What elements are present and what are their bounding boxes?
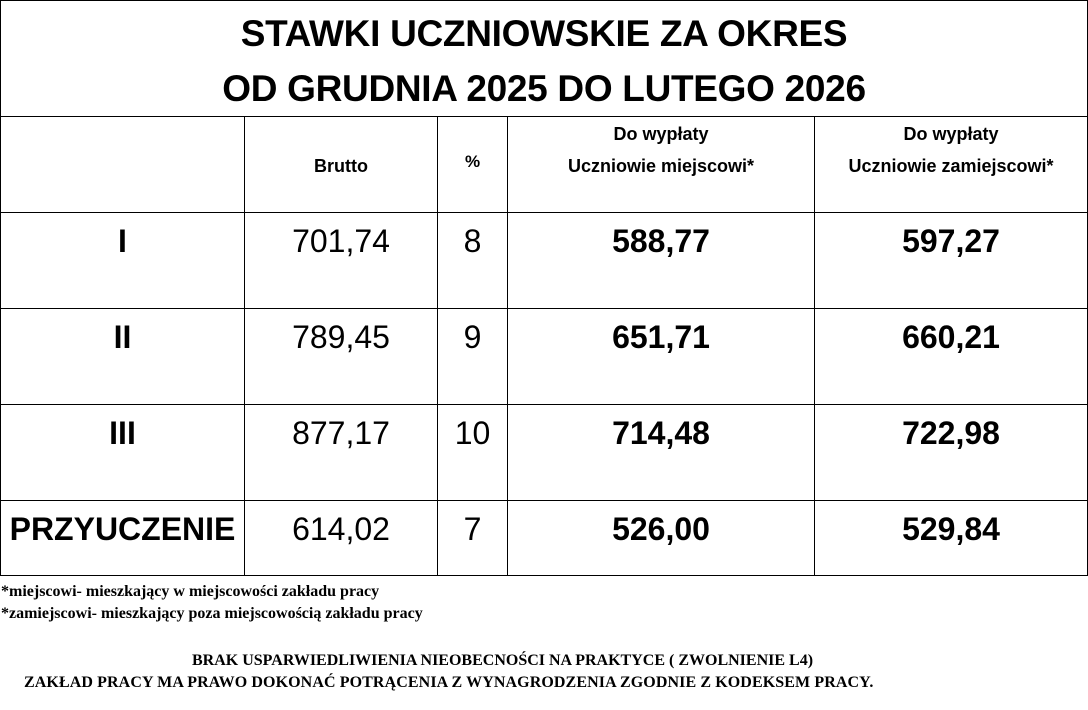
- header-row: [1, 117, 1088, 213]
- page-title-line-1: STAWKI UCZNIOWSKIE ZA OKRES: [240, 13, 848, 54]
- local-payout-cell: [508, 309, 815, 405]
- local-payout-cell: [508, 405, 815, 501]
- level-label: II: [113, 319, 132, 355]
- header-level: [1, 117, 244, 157]
- brutto-value: 789,45: [292, 319, 390, 355]
- local-payout-value: 714,48: [612, 415, 710, 451]
- level-label: I: [118, 223, 127, 259]
- footnote-local: *miejscowi- mieszkający w miejscowości zakładu pracy: [1, 583, 380, 600]
- local-payout-value: 651,71: [612, 319, 710, 355]
- brutto-value: 614,02: [292, 511, 390, 547]
- local-payout-cell: [508, 501, 815, 576]
- local-payout-cell: [508, 213, 815, 309]
- nonlocal-payout-value: 597,27: [902, 223, 1000, 259]
- brutto-cell: [245, 213, 438, 309]
- notice-line-1: BRAK USPARWIEDLIWIENIA NIEOBECNOŚCI NA PRAKTYCE ( ZWOLNIENIE L4): [192, 652, 814, 669]
- nonlocal-payout-cell: [815, 213, 1088, 309]
- local-payout-value: 526,00: [612, 511, 710, 547]
- level-label: III: [109, 415, 136, 451]
- header-level-cell: [1, 117, 245, 213]
- local-payout-value: 588,77: [612, 223, 710, 259]
- header-brutto: Brutto: [314, 156, 368, 176]
- brutto-cell: [245, 309, 438, 405]
- header-local-bottom: Uczniowie miejscowi*: [567, 156, 755, 176]
- nonlocal-payout-cell: [815, 405, 1088, 501]
- percent-cell: [438, 213, 508, 309]
- brutto-cell: [245, 405, 438, 501]
- brutto-cell: [245, 501, 438, 576]
- header-nonlocal-top: Do wypłaty: [903, 124, 999, 144]
- brutto-value: 877,17: [292, 415, 390, 451]
- percent-value: 10: [454, 415, 491, 451]
- title-row: [1, 1, 1088, 117]
- footnote-nonlocal: *zamiejscowi- mieszkający poza miejscowością zakładu pracy: [1, 605, 423, 622]
- page-title-line-2: OD GRUDNIA 2025 DO LUTEGO 2026: [222, 68, 866, 109]
- level-label: PRZYUCZENIE: [9, 511, 236, 547]
- level-cell: [1, 501, 245, 576]
- percent-value: 9: [463, 319, 482, 355]
- absence-notice: [0, 650, 1088, 694]
- percent-cell: [438, 501, 508, 576]
- table-row-przyuczenie: [1, 501, 1088, 576]
- level-cell: [1, 213, 245, 309]
- header-nonlocal-cell: [815, 117, 1088, 213]
- header-brutto-cell: [245, 117, 438, 213]
- table-row-level-3: [1, 405, 1088, 501]
- percent-cell: [438, 405, 508, 501]
- header-percent: %: [464, 152, 481, 171]
- nonlocal-payout-value: 660,21: [902, 319, 1000, 355]
- footnotes: [1, 581, 423, 625]
- brutto-value: 701,74: [292, 223, 390, 259]
- nonlocal-payout-value: 529,84: [902, 511, 1000, 547]
- table-row-level-1: [1, 213, 1088, 309]
- nonlocal-payout-value: 722,98: [902, 415, 1000, 451]
- header-percent-cell: [438, 117, 508, 213]
- header-local-top: Do wypłaty: [613, 124, 709, 144]
- percent-cell: [438, 309, 508, 405]
- header-nonlocal-bottom: Uczniowie zamiejscowi*: [848, 156, 1054, 176]
- header-local-cell: [508, 117, 815, 213]
- level-cell: [1, 405, 245, 501]
- notice-line-2: ZAKŁAD PRACY MA PRAWO DOKONAĆ POTRĄCENIA Z WYNAGRODZENIA ZGODNIE Z KODEKSEM PRACY.: [24, 674, 874, 691]
- title-cell: [1, 1, 1088, 117]
- nonlocal-payout-cell: [815, 309, 1088, 405]
- table-row-level-2: [1, 309, 1088, 405]
- level-cell: [1, 309, 245, 405]
- nonlocal-payout-cell: [815, 501, 1088, 576]
- percent-value: 7: [463, 511, 482, 547]
- percent-value: 8: [463, 223, 482, 259]
